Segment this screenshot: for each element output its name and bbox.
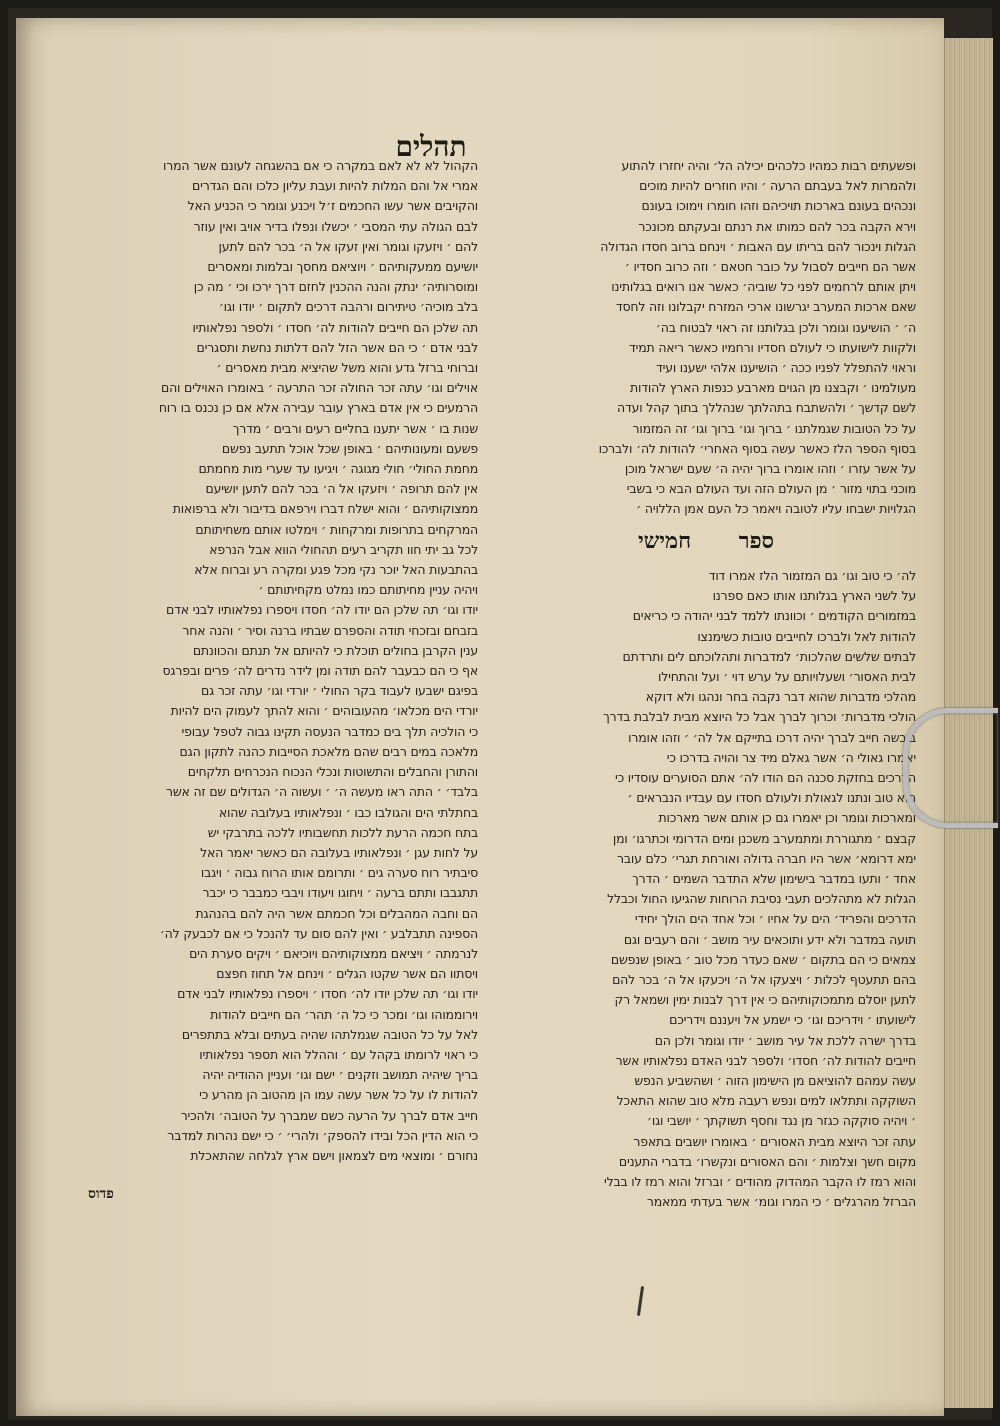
right-column-line: בדרך ישרה ללכת אל עיר מושב ׳ יודו וגומר ולכן הם xyxy=(654,1032,916,1048)
left-column-line: בלבד׳ ׳ התה ראו מעשה ה׳ ׳ ועשוה ה׳ הגדולים שם זה אשר xyxy=(166,784,478,800)
left-column-line: יורדי הים מכלאו׳ מהעובוהים ׳ והוא להתך לעמוק הים להיות xyxy=(170,703,478,719)
right-column-line: והוא רמז לו הקבר המהדוק מהודים ׳ וברזל והוא רמז לו בבלי xyxy=(603,1174,916,1190)
left-column-line: אמרי אל והם המלות להיות ועבת עליון כלכו והם הגדרים xyxy=(192,178,478,194)
right-column-line: ימא דרומא׳ אשר היו חברה גדולה ואורחת תגרי׳ כלם עובר xyxy=(617,850,916,866)
left-column-line: לבני אדם ׳ כי הם אשר הזל להם דלתות נחשת ותסגרים xyxy=(196,339,478,355)
right-column-line: ׳ ויהיה סוקקה כגזר מן נגד וחסף תשוקתך ׳ יושבי וגו׳ xyxy=(646,1113,916,1129)
left-column-line: בחתלתי הים והגולבו כבו ׳ ונפלאותיו בעלובה שהוא xyxy=(218,804,478,820)
left-column-line: להודות לו על כל אשר עשה עמו הן מהטוב הן מהרע כי xyxy=(199,1087,478,1103)
right-column-line: הברזל מהרגלים ׳ כי המרו וגומ׳ אשר בעדתי ממאמר xyxy=(646,1194,916,1210)
left-column-line: והתורן והחבלים והתשוטות ונכלי הנכוח הנכרחים תלקחים xyxy=(187,764,478,780)
catchword: פדוס xyxy=(88,1186,114,1202)
right-column-line: שאם ארכות המערב יגרשונו ארכי המזרח יקבלונו וזה לחסד xyxy=(615,299,916,315)
left-column-line: על לחות עגן ׳ ונפלאותיו בעלובה הם כאשר יאמר האל xyxy=(200,844,478,860)
right-column-line: על כל הטובות שגמלתנו ׳ ברוך וגו׳ ברוך וגו׳ זה המזמור xyxy=(632,420,916,436)
right-column-line: מהלכי מדברות שהוא דבר נקבה בחר ונהגו ולא דוקא xyxy=(645,689,916,705)
right-column-line: יאמרו גאולי ה׳ אשר גאלם מיד צר והויה בדרכו כי xyxy=(666,749,916,765)
paper-clip xyxy=(903,708,998,828)
right-column-line: ונכהים בעונם בארכות תויכיהם וזהו חומרו וימוכו בעונם xyxy=(641,198,916,214)
right-column-line: ומארכות וגומר וכן יאמרו גם כן אותם אשר מארכות xyxy=(658,810,916,826)
running-head: תהלים xyxy=(395,130,467,163)
left-column-line: ענין הקרבן בחולים תוכלת כי להיותם אל תנתם והכוונתם xyxy=(192,642,478,658)
left-column-line: בפיגם ישבעו לעבוד בקר החולי ׳ יורדי וגו׳ עתה זכר גם xyxy=(201,683,478,699)
left-column-line: תתגבבו ותתם ברעה ׳ ויחוגו ויעודו ויבבי כמבבר כי יכבר xyxy=(202,885,478,901)
left-column-line: תה שלכן הם חייבים להודות לה׳ חסדו ׳ ולספר נפלאותיו xyxy=(192,319,478,335)
right-column-top xyxy=(516,156,916,520)
right-column-line: עתה זכר היוצא מבית האסורים ׳ באומרו יושבים בתאפר xyxy=(633,1133,916,1149)
right-column-line: ויתן אותם לרחמים לפני כל שוביה׳ כאשר אנו רואים בגלותינו xyxy=(611,279,916,295)
left-column-line: אין להם תרופה ׳ ויזעקו אל ה׳ בכר להם לתען יושיעם xyxy=(205,481,478,497)
right-column-line: הגלות לא מתהלכים תעבי נסיבת הרוחות שהגיעו החול וכבלל xyxy=(607,891,916,907)
left-column-line: כי ראוי לרומתו בקהל עם ׳ וההלל הוא תספר נפלאותיו xyxy=(199,1046,478,1062)
right-column-line: לשם קדשך ׳ ולהשתבח בתהלתך שנהללך בתוך קהל ועדה xyxy=(617,400,916,416)
right-column-line: מעולמינו ׳ וקבצנו מן הגוים מארבע כנפות הארץ להודות xyxy=(630,380,916,396)
left-column-line: אוילים וגו׳ עתה זכר החולה זכר התרעה ׳ באומרו האוילים והם xyxy=(161,380,478,396)
right-column-line: לבתים שלשים שהלכות׳ למדברות ותהלוכתם לים ותרדתם xyxy=(622,648,916,664)
left-column-line: סיבתיר רוח סערה גים ׳ ותרומם אותו הרוח גבוה ׳ ויגבו xyxy=(200,865,478,881)
left-column-line: הספינה תתבלבע ׳ ואין להם סום עד להנכל כי אם לכבעק לה׳ xyxy=(159,925,478,941)
left-column-line: ויהיה עניין מחיתותם כמו נמלט מקחיתותם ׳ xyxy=(258,582,478,598)
right-column-line: הגלות וינכור להם בריתו עם האבות ׳ וינחם ברוב חסדו הגדולה xyxy=(600,238,916,254)
left-column-line: שנות בו ׳ אשר יתענו בחליים רעים ורבים ׳ מדרך xyxy=(232,420,478,436)
right-column-line: וירא הקבה בכר להם כמותו את רנתם ובעקתם מכונכר xyxy=(638,218,916,234)
right-column-line: הוא טוב ונתנו לגאולת ולעולם חסדו עם עבדיו הנבראים ׳ xyxy=(627,790,916,806)
left-column-line: וירוממוהו וגו׳ ומכר כי כל ה׳ תהר׳ הם חייבים להודות xyxy=(210,1006,478,1022)
right-column-line: על אשר עזרו ׳ וזהו אומרו ברוך יהיה ה׳ שעם ישראל מוכן xyxy=(624,461,916,477)
left-column-line: הרמעים כי אין אדם בארץ עובר עבירה אלא אם כן נכנס בו רוח xyxy=(158,400,478,416)
left-column-line: ומוסרותיה׳ ינתק והנה ההכנין לחזם דרך ירכו וכי ׳ מה כן xyxy=(193,279,478,295)
right-column-line: אחד ׳ ותעו במדבר בישימון שלא התדבר השמים ׳ הדרך xyxy=(632,871,916,887)
book-page xyxy=(16,18,944,1416)
left-column-line: יודו וגו׳ תה שלכן יודו לה׳ חסדו ׳ ויספרו נפלאותיו לבני אדם xyxy=(177,986,478,1002)
right-column-line: בהם תתעטף לכלות ׳ ויצעקו אל ה׳ ויכעקו אל ה׳ בכר להם xyxy=(612,972,916,988)
right-column-line: חייבים להודות לה׳ חסדו׳ ולספר לבני האדם נפלאותיו אשר xyxy=(615,1052,916,1068)
right-column-line: ופשעתים רבות כמהיו כלכהים יכילה הל׳ והיה יחזרו להתוע xyxy=(621,158,916,173)
left-column-line: המרקחים בתרופות ומרקחות ׳ וימלטו אותם משחיתותם xyxy=(195,521,478,537)
book-spread xyxy=(8,8,992,1420)
left-column-line: לכל גב יתי חוו תקריב רעים תהחולי הווא אבל הנרפא xyxy=(209,541,478,557)
right-column-line: מוכני בתוי מזור ׳ מן העולם הזה ועד העולם הבא כי בשבי xyxy=(626,481,916,497)
right-column-line: לישועתו ׳ וידריכם וגו׳ כי ישמע אל ויעננם וידריכם xyxy=(669,1012,916,1028)
left-column-line: נחורם ׳ ומוצאי מים לצמאון וישם ארץ לגלחה שהתאכלת xyxy=(190,1147,478,1163)
right-column-line: הדרכים בחזקת סכנה הם הודו לה׳ אתם הסוערים עוסדיו כי xyxy=(614,770,916,786)
right-column-line: על לשני הארץ בגלותנו אותו כאם ספרנו xyxy=(712,588,916,604)
right-column-line: הולכי מדברות׳ וכרוך לברך אבל כל היוצא מבית לבלבת בדרך xyxy=(603,709,916,725)
right-column-line: להודות לאל ולברכו לחייבים טובות כשימנצו xyxy=(697,628,916,644)
left-column-line: לאל על כל הטובה שגמלתהו שהיה בעתים ובלא בתתפרים xyxy=(181,1026,478,1042)
ink-mark xyxy=(637,1286,644,1316)
right-column-line: הגלויות ישבחו עליו לטובה ויאמר כל העם אמן הללויה ׳ xyxy=(636,501,916,517)
left-column-line: לנרמתה ׳ ויציאם ממצוקותיהם ויוכיאם ׳ ויקים סערת הים xyxy=(189,945,478,961)
right-column-line: אשר הם חייבים לסבול על כובר חטאם ׳ וזה כרוב חסדיו ׳ xyxy=(624,259,916,275)
right-column-line: ביבשה חייב לברך יהיה דרכו בתייקם אל לה׳ ׳ וזהו אומרו xyxy=(628,729,916,745)
right-column-line: ולהמרות לאל בעבתם הרעה ׳ והיו חוזרים להיות מוכים xyxy=(639,178,916,194)
right-column-line: ה׳ ׳ הושיענו וגומר ולכן בגלותנו זה ראוי לבטוח בה׳ xyxy=(655,319,916,335)
left-column-line: כי הוא הדין הכל ובידו להספק׳ ולהרי׳ ׳ כי ישם נהרות למדבר xyxy=(167,1127,478,1143)
right-column-line: קבצם ׳ מתגוררת ומתמערב משכנן ומים הדרומי וכתרגו׳ ומן xyxy=(612,830,916,846)
left-column-line: מלאכה במים רבים שהם מלאכת הסייבות כהנה לתקון הגם xyxy=(179,743,478,759)
left-column-line: בלב מוכיה׳ טיתירום ורהבה דרכים לתקום ׳ יודו וגו׳ xyxy=(218,299,478,315)
right-column-line: תועה במדבר ולא ידע ותוכאים עיר מושב ׳ והם רעבים וגם xyxy=(623,931,916,947)
left-column-line: מחמת החולי׳ חולי מגוגה ׳ ויגיעו עד שערי מות מחמתם xyxy=(198,461,478,477)
left-column-line: אף כי הם כבעבר להם תודה ומן לידר נדרים לה׳ פרים ובפרגס xyxy=(162,663,478,679)
left-column-line: ויסתוו הם אשר שקטו הגלים ׳ וינחם אל תחוז חפצם xyxy=(216,966,478,982)
section-title: ספר חמישי xyxy=(637,528,775,554)
right-column-line: במזמורים הקודמים ׳ וכוונתו ללמד לבני יהודה כי כריאים xyxy=(632,608,916,624)
right-column-line: השוקקה ותתלאו למים ונפש רעבה מלא טוב שהוא התאכל xyxy=(616,1093,916,1109)
right-column-line: צמאים כי הם בתקום ׳ שאם כעדר מכל טוב ׳ באופן שנפשם xyxy=(610,951,916,967)
left-column-line: כי הולכיה תלך בים כמדבר הנעסה תקינו גבוה לטפל עבופי xyxy=(181,723,478,739)
left-column-line: בהתבעות האל יוכר נקי מכל פגע ומקרה רע וברוח אלא xyxy=(194,562,478,578)
left-column-line: ממצוקותיהם ׳ והוא ישלח דברו וירפאם בדיבור ולא ברפואות xyxy=(172,501,478,517)
left-column-line: והקויבים אשר עשו החכמים ז׳ל ויכנע וגומר כי הכניע האל xyxy=(187,198,478,214)
right-column-line: לבית האסור׳ ושעלויותם על ערש דוי ׳ ועל והתחילו xyxy=(657,669,916,685)
left-column-line: הם וחבה המהבלים וכל חכמתם אשר היה להם בהנהגת xyxy=(195,905,478,921)
right-column-line: וראוי להתפלל לפניו ככה ׳ הושיענו אלהי ישענו ועיד xyxy=(655,360,916,376)
left-column xyxy=(78,156,478,1166)
left-column-line: בתח חכמה הרעת ללכות תחשבותיו ללכה בתרבקי יש xyxy=(207,824,478,840)
right-column-line: ולקוות לישועתו כי לעולם חסדיו ורחמיו כאשר ריאה תמיד xyxy=(629,339,916,355)
right-column-bottom xyxy=(516,566,916,1213)
right-column-line: מקום חשך וצלמות ׳ והם האסורים ונקשרו׳ בדברי התענים xyxy=(618,1153,916,1169)
left-column-line: בריך שיהיה תמושב וזקנים ׳ ישם וגו׳ ועניין ההודיה יהיה xyxy=(202,1067,478,1083)
left-column-line: יושיעם ממעקותיהם ׳ ויוציאם מחסך ובלמות ומאסרים xyxy=(207,259,478,275)
left-column-line: בזבחם ובזכחי תודה והספרם שבתיו ברנה וסיר ׳ והנה אחר xyxy=(182,622,478,638)
left-column-line: פשעם ומעונותיהם ׳ באופן שכל אוכל תתעב נפשם xyxy=(221,440,478,456)
left-column-line: וברוחי ברזל גדע והוא משל שהיציא מבית מאסרים ׳ xyxy=(216,360,478,376)
right-column-line: עשה עמהם להוציאם מן הישימון הזוה ׳ ושהשביע הנפש xyxy=(634,1073,916,1089)
left-column-line: להם ׳ ויזעקו וגומר ואין זעקו אל ה׳ בכר להם לתען xyxy=(218,238,478,254)
left-column-line: חייב אדם לברך על הרעה כשם שמברך על הטובה׳ ולהכיר xyxy=(180,1107,478,1123)
right-column-line: לתען יוסלם מתמכוקותיהם כי אין דרך לבנות ימין ושמאל רק xyxy=(614,992,916,1008)
right-column-line: בסוף הספר הלז כאשר עשה בסוף האחרי׳ להודות לה׳ ולברכו xyxy=(598,440,916,456)
left-column-line: יודו וגו׳ תה שלכן הם יודו לה׳ חסדו ויספרו נפלאותיו לבני אדם xyxy=(166,602,478,618)
right-column-line: לה׳ כי טוב וגו׳ גם המזמור הלז אמרו דוד xyxy=(708,568,916,583)
left-column-line: הקהול לא לא לאם במקרה כי אם בהשגחה לעונם אשר המרו xyxy=(163,158,478,173)
left-column-line: לבם הגולה עתי המסבי ׳ יכשלו ונפלו בדיר אויב ואין עוזר xyxy=(193,218,478,234)
right-column-line: הדרכים והפריד׳ הים על אחיו ׳ וכל אחד הים הולך יחידי xyxy=(634,911,916,927)
